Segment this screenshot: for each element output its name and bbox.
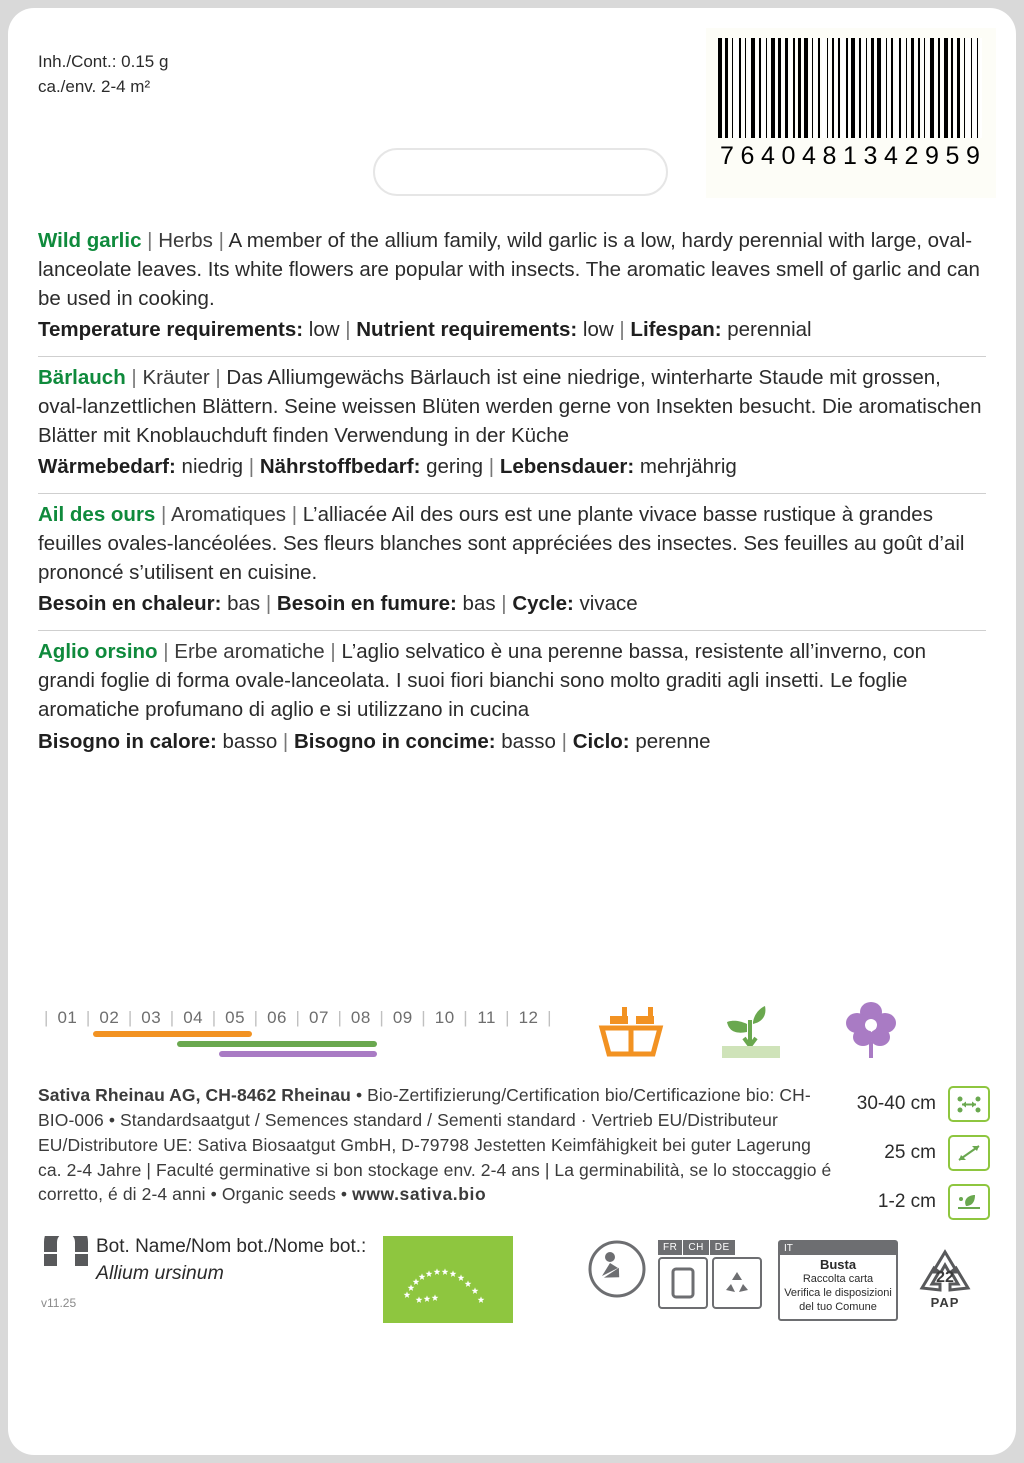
barcode-digit: 3 <box>863 142 880 170</box>
calendar-bars <box>38 1031 558 1057</box>
requirement-label: Lifespan: <box>630 318 722 342</box>
requirement-value: low <box>577 318 614 342</box>
botanical-label: Bot. Name/Nom bot./Nome bot.: <box>96 1236 367 1257</box>
plant-out-bar <box>177 1041 378 1047</box>
requirement-separator: | <box>495 592 513 616</box>
requirement-separator: | <box>483 455 500 479</box>
month-separator: | <box>85 1008 91 1027</box>
plant-category: Erbe aromatiche <box>174 640 325 664</box>
it-line3: del tuo Comune <box>799 1300 877 1313</box>
requirement-separator: | <box>339 318 357 342</box>
requirement-value: gering <box>420 455 484 479</box>
plant-category: Aromatiques <box>170 503 287 527</box>
calendar-month: 01 <box>57 1008 78 1027</box>
requirement-value: perenne <box>629 729 711 753</box>
requirement-label: Bisogno in concime: <box>293 729 496 753</box>
block-description: Aglio orsino | Erbe aromatiche | L’aglio selvatico è una perenne bassa, resistente all’inverno, con grandi foglie di forma ovale-lanceolata. I suoi fiori bianchi sono molto graditi agli insetti. Le foglie aromatiche profumano di aglio e si utilizzano in cucina <box>38 640 927 722</box>
requirement-label: Lebensdauer: <box>499 455 635 479</box>
requirement-value: basso <box>216 729 278 753</box>
requirement-label: Besoin en fumure: <box>276 592 457 616</box>
description-block-it <box>38 631 986 767</box>
month-separator: | <box>211 1008 217 1027</box>
requirement-label: Bisogno in calore: <box>38 729 217 753</box>
requirement-value: basso <box>495 729 556 753</box>
spacing-value: 25 cm <box>884 1142 936 1163</box>
calendar-month: 03 <box>141 1008 162 1027</box>
month-separator: | <box>169 1008 175 1027</box>
seed-tray-icon <box>594 998 668 1065</box>
barcode-digit: 8 <box>822 142 839 170</box>
requirement-label: Wärmebedarf: <box>38 455 176 479</box>
spacing-row <box>820 1086 990 1122</box>
month-separator: | <box>253 1008 259 1027</box>
requirement-label: Besoin en chaleur: <box>38 592 222 616</box>
requirement-label: Temperature requirements: <box>38 318 304 342</box>
content-area: ca./env. 2-4 m² <box>38 76 151 96</box>
flag-de: DE <box>710 1240 736 1255</box>
calendar-month: 11 <box>477 1008 496 1027</box>
requirement-separator: | <box>613 318 631 342</box>
barcode-digit: 6 <box>740 142 757 170</box>
requirement-label: Nutrient requirements: <box>356 318 578 342</box>
plant-description-text: L’aglio selvatico è una perenne bassa, resistente all’inverno, con grandi foglie di forma ovale-lanceolata. I suoi fiori bianchi sono molto graditi agli insetti. Le foglie aromatiche profumano di aglio e si utilizzano in cucina <box>38 640 927 722</box>
block-requirements <box>38 727 986 758</box>
requirement-label: Cycle: <box>512 592 574 616</box>
calendar-months <box>38 1008 558 1028</box>
it-flag-label: IT <box>780 1242 896 1255</box>
calendar-month: 09 <box>392 1008 413 1027</box>
calendar-month: 10 <box>434 1008 455 1027</box>
block-requirements <box>38 589 986 620</box>
barcode-digit: 5 <box>945 142 962 170</box>
legal-text <box>38 1083 838 1207</box>
barcode-digit: 0 <box>781 142 798 170</box>
requirement-separator: | <box>277 729 294 753</box>
spacing-info <box>820 1086 990 1233</box>
sow-indoor-bar <box>93 1031 252 1037</box>
spacing-value: 1-2 cm <box>877 1191 936 1212</box>
requirement-value: vivace <box>573 592 638 616</box>
it-line2: Verifica le disposizioni <box>784 1287 892 1299</box>
pap-label: PAP <box>930 1295 960 1310</box>
requirement-label: Ciclo: <box>572 729 630 753</box>
month-separator: | <box>421 1008 427 1027</box>
spacing-value: 30-40 cm <box>856 1093 936 1114</box>
requirement-value: mehrjährig <box>634 455 737 479</box>
spacing-row <box>820 1184 990 1220</box>
requirement-separator: | <box>260 592 277 616</box>
block-requirements <box>38 452 986 483</box>
requirement-value: perennial <box>721 318 812 342</box>
barcode-digit: 7 <box>720 142 736 170</box>
month-separator: | <box>379 1008 385 1027</box>
month-separator: | <box>337 1008 343 1027</box>
month-separator: | <box>295 1008 301 1027</box>
barcode-digit: 2 <box>904 142 921 170</box>
seed-packet-back <box>8 8 1016 1455</box>
requirement-value: niedrig <box>175 455 244 479</box>
calendar-month: 12 <box>518 1008 539 1027</box>
barcode-digit: 4 <box>884 142 900 170</box>
company-name: Sativa Rheinau AG, CH-8462 Rheinau <box>38 1085 351 1105</box>
paper-disposal-box <box>658 1240 768 1309</box>
calendar-month: 07 <box>308 1008 329 1027</box>
hang-hole <box>373 148 668 196</box>
plant-name: Wild garlic <box>38 229 142 252</box>
month-separator: | <box>44 1008 49 1027</box>
plant-name: Bärlauch <box>38 366 126 390</box>
month-separator: | <box>463 1008 469 1027</box>
requirement-separator: | <box>243 455 260 479</box>
recycle-arrows-icon <box>712 1257 762 1309</box>
flag-ch: CH <box>683 1240 709 1255</box>
description-block-fr <box>38 494 986 630</box>
website[interactable]: www.sativa.bio <box>352 1184 487 1205</box>
plant-description-text: Das Alliumgewächs Bärlauch ist eine niedrige, winterharte Staude mit grossen, oval-lanzettlichen Blättern. Seine weissen Blüten werden gerne von Insekten besucht. Die aromatischen Blätter mit Knoblauchduft finden Verwendung in der Küche <box>38 366 982 448</box>
plant-out-icon <box>714 998 788 1065</box>
flower-icon <box>834 998 908 1065</box>
italy-disposal-box <box>778 1240 898 1321</box>
calendar-month: 04 <box>183 1008 204 1027</box>
calendar-month: 02 <box>99 1008 120 1027</box>
paper-sheet-icon <box>658 1257 708 1309</box>
requirement-separator: | <box>555 729 573 753</box>
barcode-digits <box>718 142 984 171</box>
barcode-digit: 4 <box>761 142 777 170</box>
sowing-calendar <box>38 1008 558 1057</box>
barcode-digit: 4 <box>802 142 818 170</box>
block-requirements <box>38 315 986 346</box>
requirement-label: Nährstoffbedarf: <box>259 455 421 479</box>
requirement-value: low <box>303 318 340 342</box>
eu-organic-leaf-icon <box>383 1236 513 1323</box>
block-description: Ail des ours | Aromatiques | L’alliacée Ail des ours est une plante vivace basse rustique à grandes feuilles ovales-lancéolées. Ses fleurs blanches sont appréciées des insectes. Ses feuilles au goût d’ail prononcé s’utilisent en cuisine. <box>38 503 965 585</box>
plant-description-text: A member of the allium family, wild garlic is a low, hardy perennial with large, oval-lanceolate leaves. Its white flowers are popular with insects. The aromatic leaves smell of garlic and can be used in cooking. <box>38 229 980 311</box>
green-dot-icon <box>586 1240 648 1303</box>
barcode-digit: 1 <box>843 142 859 170</box>
barcode-digit: 9 <box>966 142 982 170</box>
flower-bar <box>219 1051 378 1057</box>
flag-fr: FR <box>658 1240 683 1255</box>
month-separator: | <box>505 1008 511 1027</box>
barcode-digit: 9 <box>925 142 941 170</box>
calendar-month: 06 <box>267 1008 287 1027</box>
requirement-value: bas <box>221 592 261 616</box>
barcode <box>706 28 996 198</box>
month-separator: | <box>547 1008 552 1027</box>
plant-category: Kräuter <box>142 366 210 390</box>
calendar-pictograms <box>594 998 908 1065</box>
block-description: Wild garlic | Herbs | A member of the allium family, wild garlic is a low, hardy perennial with large, oval-lanceolate leaves. Its white flowers are popular with insects. The aromatic leaves smell of garlic and can be used in cooking. <box>38 229 980 311</box>
content-info <box>38 50 168 99</box>
description-blocks <box>38 220 986 767</box>
month-separator: | <box>127 1008 133 1027</box>
plant-category: Herbs <box>158 229 213 252</box>
spacing-row <box>820 1135 990 1171</box>
calendar-month: 05 <box>225 1008 246 1027</box>
requirement-value: bas <box>456 592 496 616</box>
calendar-month: 08 <box>350 1008 371 1027</box>
version-label: v11.25 <box>41 1296 77 1310</box>
it-line1: Raccolta carta <box>802 1273 874 1286</box>
row-spacing-icon <box>948 1086 990 1122</box>
plant-distance-icon <box>948 1135 990 1171</box>
plant-name: Ail des ours <box>38 503 156 527</box>
it-title: Busta <box>819 1257 857 1272</box>
recycling-icons <box>586 1240 898 1321</box>
botanical-value: Allium ursinum <box>96 1262 224 1284</box>
content-amount: Inh./Cont.: 0.15 g <box>38 52 169 71</box>
barcode-bars <box>718 38 984 138</box>
legal-body: • Bio-Zertifizierung/Certification bio/Certificazione bio: CH-BIO-006 • Standardsaatgut / Semences standard / Sementi standard · Vertrieb EU/Distributeur EU/Distributore UE: Sativa Biosaatgut GmbH, D-79798 Jestetten Keimfähigkeit bei guter Lagerung ca. 2-4 Jahre | Faculté germinative si bon stockage env. 2-4 ans | La germinabilità, se lo stoccaggio é corretto, é di 2-4 anni • Organic seeds • <box>38 1085 832 1205</box>
description-block-de <box>38 357 986 493</box>
flag-labels <box>658 1240 768 1255</box>
plant-description-text: L’alliacée Ail des ours est une plante vivace basse rustique à grandes feuilles ovales-lancéolées. Ses fleurs blanches sont appréciées des insectes. Ses feuilles au goût d’ail prononcé s’utilisent en cuisine. <box>38 503 965 585</box>
block-description: Bärlauch | Kräuter | Das Alliumgewächs Bärlauch ist eine niedrige, winterharte Staude mit grossen, oval-lanzettlichen Blättern. Seine weissen Blüten werden gerne von Insekten besucht. Die aromatischen Blätter mit Knoblauchduft finden Verwendung in der Küche <box>38 366 982 448</box>
sowing-depth-icon <box>948 1184 990 1220</box>
plant-name: Aglio orsino <box>38 640 158 664</box>
pap-recycling-symbol <box>914 1248 976 1310</box>
description-block-en <box>38 220 986 356</box>
pap-number: 22 <box>936 1269 954 1286</box>
